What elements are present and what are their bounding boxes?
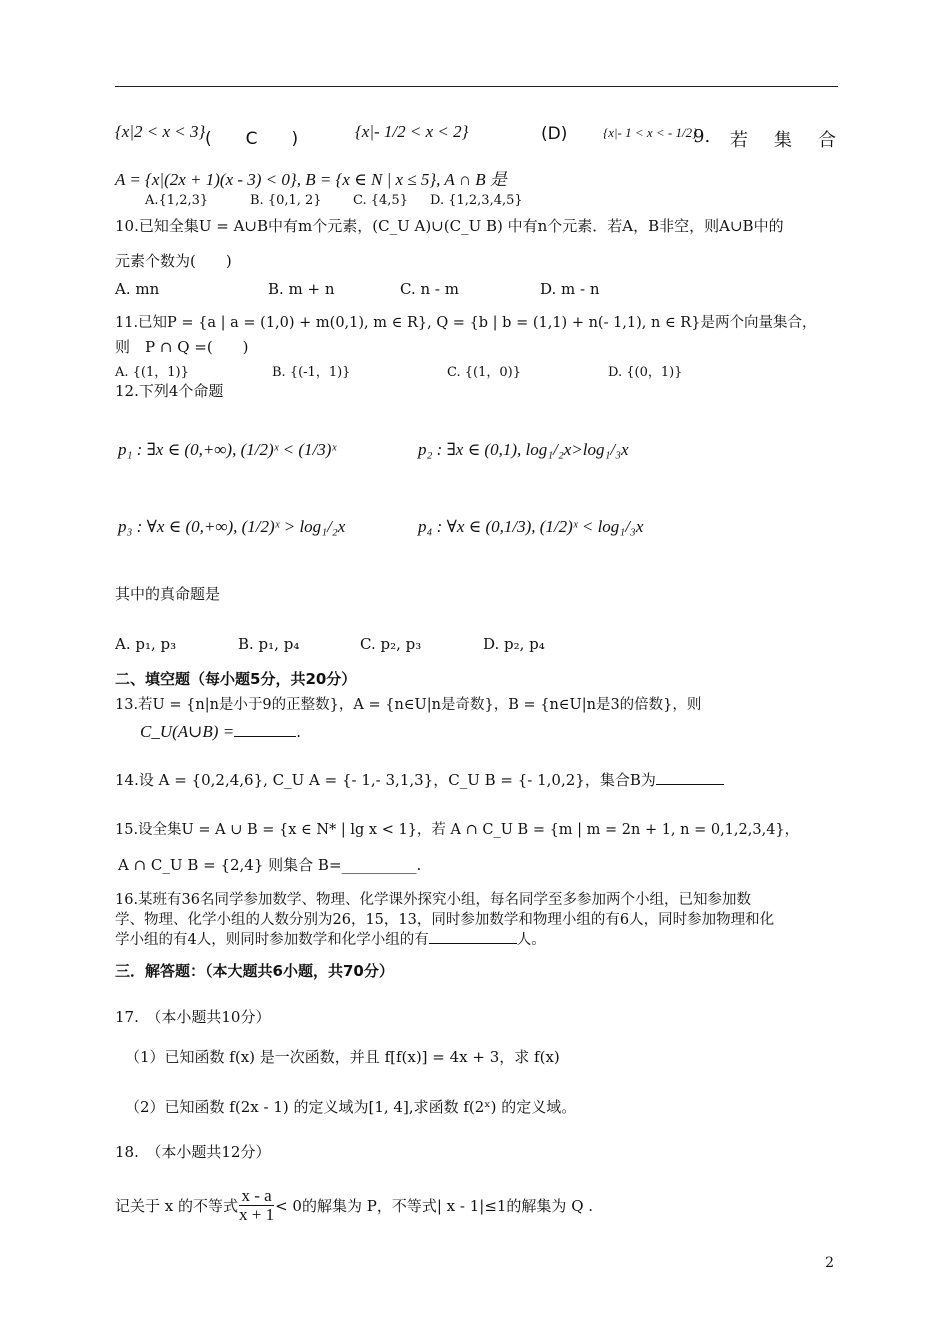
q18-header: 18. （本小题共12分） xyxy=(115,1143,271,1161)
q11-text2: 则 P ∩ Q =( ) xyxy=(115,338,249,356)
q12-p4: p₄ : ∀x ∈ (0,1/3), (1/2)ˣ < log₁/₃x xyxy=(418,517,644,536)
q12-p3: p₃ : ∀x ∈ (0,+∞), (1/2)ˣ > log₁/₂x xyxy=(118,517,346,536)
q10-option-d: D. m - n xyxy=(540,280,600,298)
q9-number: 9. xyxy=(693,126,711,147)
q18-line xyxy=(115,1180,593,1230)
q18-fraction xyxy=(239,1187,274,1224)
q9-text: 若 集 合 xyxy=(730,130,840,151)
q13-text2: C_U(A∪B) = xyxy=(140,722,235,741)
q9-sets: A = {x|(2x + 1)(x - 3) < 0}, B = {x ∈ N | x ≤ 5}, A ∩ B 是 xyxy=(115,170,507,189)
q18-frac-numerator: x - a xyxy=(239,1187,274,1206)
q12-text: 12.下列4个命题 xyxy=(115,382,224,400)
choice-d-label: (D) xyxy=(541,124,568,144)
answer-paren: ( C ) xyxy=(205,129,299,149)
q12-question: 其中的真命题是 xyxy=(115,585,221,603)
section2-title: 二、填空题（每小题5分，共20分） xyxy=(115,670,357,688)
q11-option-b: B. {(-1，1)} xyxy=(272,365,351,380)
q12-option-c: C. p₂, p₃ xyxy=(360,635,422,653)
q13-text: 13.若U = {n|n是小于9的正整数}，A = {n∈U|n是奇数}，B = {n∈U|n是3的倍数}，则 xyxy=(115,697,702,713)
q12-p1: p₁ : ∃x ∈ (0,+∞), (1/2)ˣ < (1/3)ˣ xyxy=(118,440,337,459)
q17-header: 17. （本小题共10分） xyxy=(115,1008,271,1026)
q10-option-a: A. mn xyxy=(115,280,160,298)
q14-answer-blank[interactable] xyxy=(656,770,724,785)
q16-line2: 学、物理、化学小组的人数分别为26，15，13，同时参加数学和物理小组的有6人，同时参加物理和化 xyxy=(115,912,775,928)
q11-option-a: A. {(1，1)} xyxy=(115,365,189,380)
q16-line3: 学小组的有4人，则同时参加数学和化学小组的有 xyxy=(115,932,429,948)
q18-text-pre: 记关于 x 的不等式 xyxy=(115,1196,238,1215)
q11-option-d: D. {(0，1)} xyxy=(608,365,683,380)
q15-text2: A ∩ C_U B = {2,4} 则集合 B=__________. xyxy=(118,856,422,874)
q11-option-c: C. {(1，0)} xyxy=(447,365,521,380)
q9-option-a: A.{1,2,3} xyxy=(145,193,209,208)
q17-part1: （1）已知函数 f(x) 是一次函数，并且 f[f(x)] = 4x + 3，求 f(x) xyxy=(125,1048,560,1066)
q9-option-c: C. {4,5} xyxy=(353,193,408,208)
q14-line xyxy=(115,769,724,790)
set-c-fragment: {x|2 < x < 3} xyxy=(115,122,206,141)
q12-p2: p₂ : ∃x ∈ (0,1), log₁/₂x>log₁/₃x xyxy=(418,440,629,459)
q12-option-a: A. p₁, p₃ xyxy=(115,635,177,653)
q16-answer-blank[interactable] xyxy=(429,929,517,944)
q14-text: 14.设 A = {0,2,4,6}, C_U A = {- 1,- 3,1,3}，C_U B = {- 1,0,2}，集合B为 xyxy=(115,771,656,789)
q10-option-c: C. n - m xyxy=(400,280,459,298)
q10-option-b: B. m + n xyxy=(268,280,335,298)
section3-title: 三．解答题：（本大题共6小题，共70分） xyxy=(115,962,394,980)
set-mid-fragment: {x|- 1/2 < x < 2} xyxy=(355,122,469,141)
q13-line2: C_U(A∪B) = . xyxy=(140,722,301,741)
q9-option-d: D. {1,2,3,4,5} xyxy=(430,193,523,208)
q16-line3-end: 人。 xyxy=(516,932,546,948)
q12-option-b: B. p₁, p₄ xyxy=(238,635,300,653)
q12-option-d: D. p₂, p₄ xyxy=(483,635,545,653)
q11-text: 11.已知P = {a | a = (1,0) + m(0,1), m ∈ R}, Q = {b | b = (1,1) + n(- 1,1), n ∈ R}是两个向量集合， xyxy=(115,315,817,331)
q9-option-b: B. {0,1, 2} xyxy=(250,193,322,208)
header-rule xyxy=(115,86,838,87)
set-d-fragment: {x|- 1 < x < - 1/2} xyxy=(603,125,698,140)
q18-frac-denominator: x + 1 xyxy=(239,1204,275,1224)
q16-line3-wrap xyxy=(115,928,546,949)
page-number: 2 xyxy=(825,1255,834,1271)
q15-text: 15.设全集U = A ∪ B = {x ∈ N* | lg x < 1}，若 A ∩ C_U B = {m | m = 2n + 1, n = 0,1,2,3,4}， xyxy=(115,822,800,838)
q16-line1: 16.某班有36名同学参加数学、物理、化学课外探究小组，每名同学至多参加两个小组，已知参加数 xyxy=(115,892,752,908)
q18-text-post: < 0的解集为 P，不等式| x - 1|≤1的解集为 Q . xyxy=(275,1196,594,1215)
q10-text: 10.已知全集U = A∪B中有m个元素，(C_U A)∪(C_U B) 中有n个元素．若A，B非空，则A∪B中的 xyxy=(115,217,784,235)
q13-answer-blank[interactable] xyxy=(234,722,296,737)
q10-text2: 元素个数为( ) xyxy=(115,252,232,270)
q17-part2: （2）已知函数 f(2x - 1) 的定义域为[1, 4],求函数 f(2ˣ) 的定义域。 xyxy=(125,1098,577,1116)
